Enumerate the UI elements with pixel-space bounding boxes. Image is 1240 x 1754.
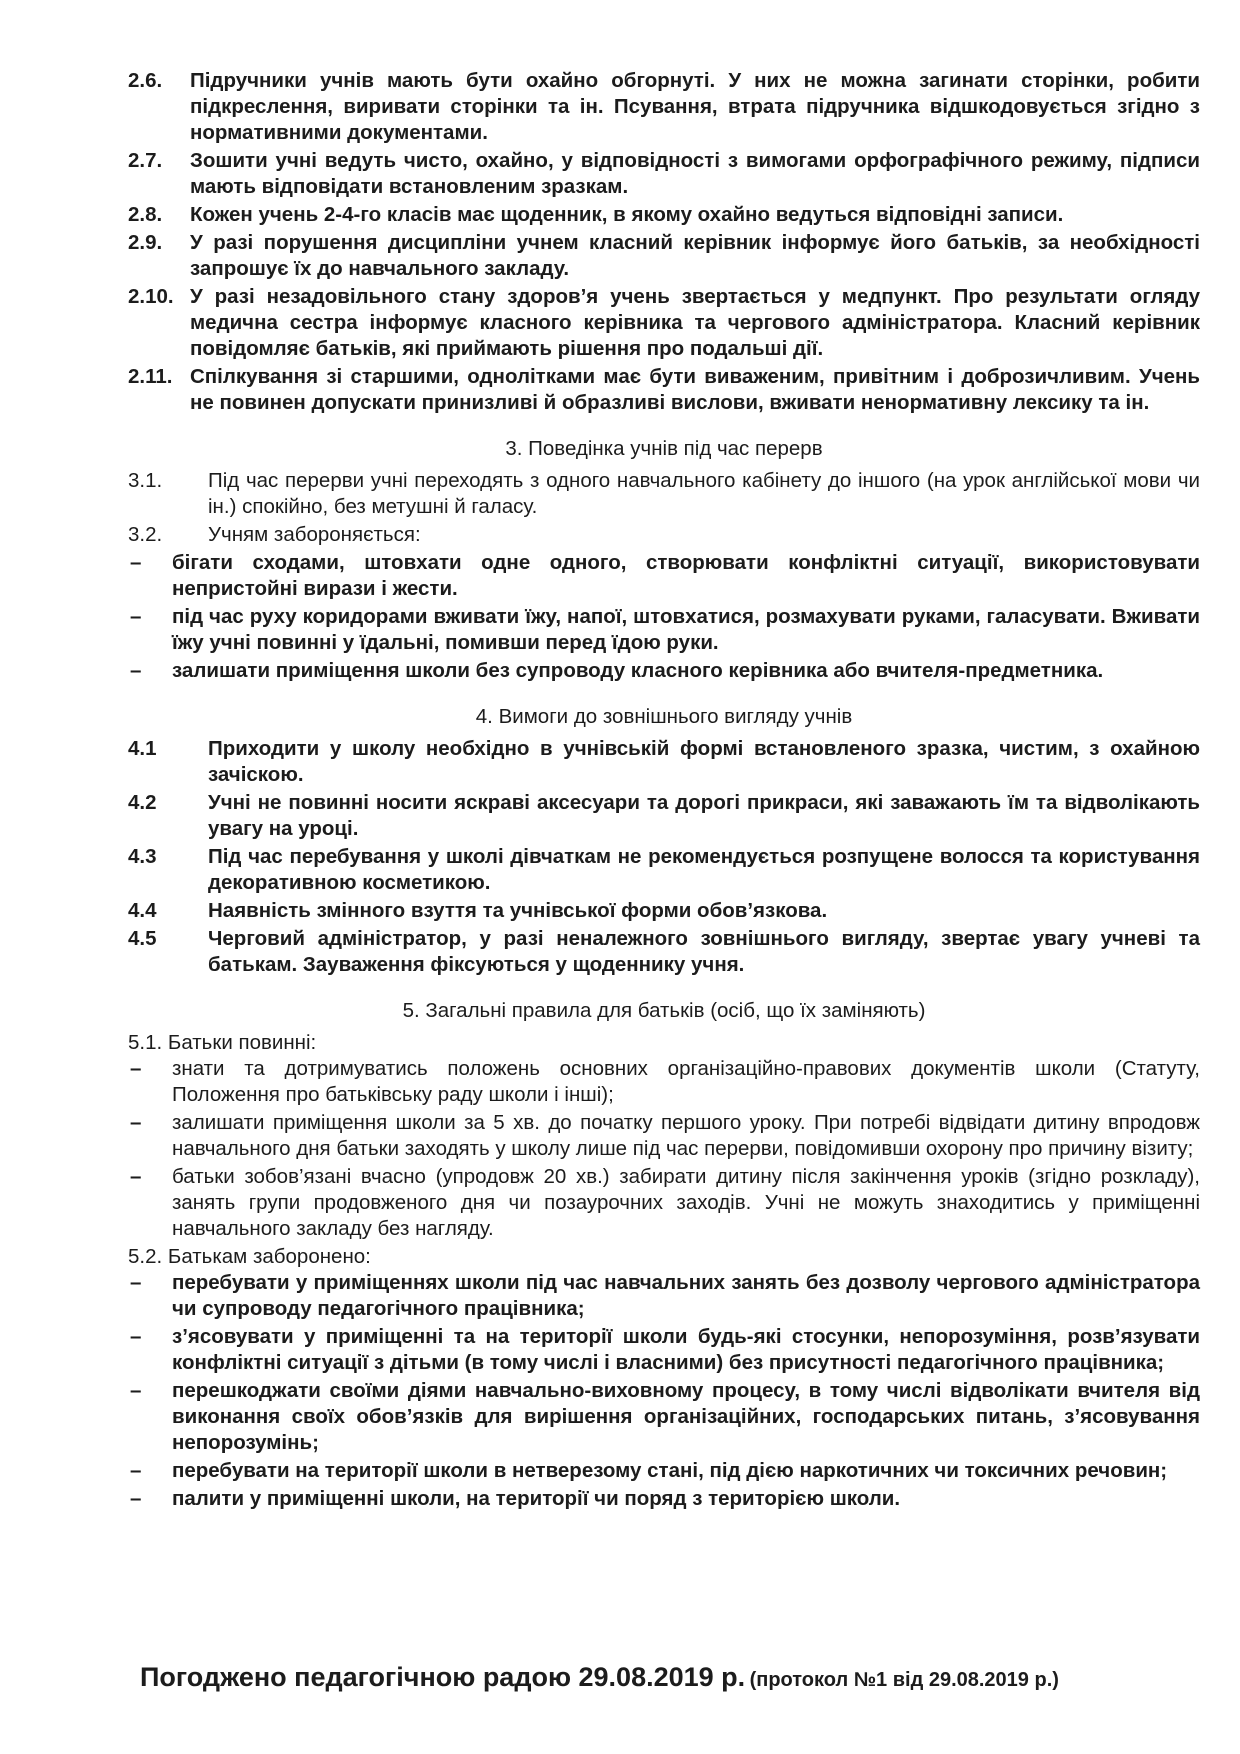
section-5-heading: 5. Загальні правила для батьків (осіб, що їх заміняють) xyxy=(402,999,926,1022)
clause-number: 4.1 xyxy=(128,737,157,760)
list-item-text: з’ясовувати у приміщенні та на території школи будь-які стосунки, непорозуміння, розв’язувати конфліктні ситуації з дітьми (в тому числі і власними) без присутності педагогічного працівника; xyxy=(172,1325,1200,1374)
section-3-heading: 3. Поведінка учнів під час перерв xyxy=(505,437,823,460)
list-item-text: знати та дотримуватись положень основних організаційно-правових документів школи (Статуту, Положення про батьківську раду школи і інші); xyxy=(172,1057,1200,1106)
dash-marker: – xyxy=(130,1271,142,1294)
dash-marker: – xyxy=(130,659,142,682)
clause-text: Зошити учні ведуть чисто, охайно, у відповідності з вимогами орфографічного режиму, підписи мають відповідати встановленим зразкам. xyxy=(190,149,1200,198)
clause-text: Під час перерви учні переходять з одного навчального кабінету до іншого (на урок англійської мови чи ін.) спокійно, без метушні й галасу. xyxy=(208,469,1200,518)
list-item-text: батьки зобов’язані вчасно (упродовж 20 хв.) забирати дитину після закінчення уроків (згідно розкладу), занять групи продовженого дня чи позаурочних заходів. Учні не можуть знаходитись у приміщенні навчального закладу без нагляду. xyxy=(172,1165,1200,1240)
clause-number: 2.6. xyxy=(128,69,163,92)
dash-marker: – xyxy=(130,1057,142,1080)
clause-2-8 xyxy=(128,202,1200,228)
clause-4-1 xyxy=(128,736,1200,788)
list-item xyxy=(128,1164,1200,1242)
clause-text: Приходити у школу необхідно в учнівській формі встановленого зразка, чистим, з охайною зачіскою. xyxy=(208,737,1200,786)
list-item-text: перебувати на території школи в нетверезому стані, під дією наркотичних чи токсичних речовин; xyxy=(172,1459,1168,1482)
clause-2-10 xyxy=(128,284,1200,362)
clause-number: 4.3 xyxy=(128,845,157,868)
clause-text: Черговий адміністратор, у разі неналежного зовнішнього вигляду, звертає увагу учневі та батькам. Зауваження фіксуються у щоденнику учня. xyxy=(208,927,1200,976)
subsection-5-1-title: 5.1. Батьки повинні: xyxy=(128,1031,317,1054)
list-item-text: перешкоджати своїми діями навчально-виховному процесу, в тому числі відволікати вчителя від виконання своїх обов’язків для вирішення організаційних, господарських питань, з’ясовування непорозумінь; xyxy=(172,1379,1200,1454)
clause-text: Наявність змінного взуття та учнівської форми обов’язкова. xyxy=(208,899,828,922)
clause-number: 4.4 xyxy=(128,899,157,922)
clause-4-2 xyxy=(128,790,1200,842)
list-item xyxy=(128,1458,1200,1484)
clause-number: 2.8. xyxy=(128,203,163,226)
list-item xyxy=(128,1270,1200,1322)
list-item xyxy=(128,1324,1200,1376)
dash-marker: – xyxy=(130,605,142,628)
list-item xyxy=(128,550,1200,602)
list-item-text: бігати сходами, штовхати одне одного, створювати конфліктні ситуації, використовувати непристойні вирази і жести. xyxy=(172,551,1200,600)
clause-2-9 xyxy=(128,230,1200,282)
list-item-text: залишати приміщення школи без супроводу класного керівника або вчителя-предметника. xyxy=(172,659,1104,682)
list-item xyxy=(128,1378,1200,1456)
dash-marker: – xyxy=(130,1111,142,1134)
list-item-text: палити у приміщенні школи, на території чи поряд з територією школи. xyxy=(172,1487,901,1510)
dash-marker: – xyxy=(130,1325,142,1348)
clause-4-4 xyxy=(128,898,1200,924)
clause-number: 4.2 xyxy=(128,791,157,814)
clause-4-3 xyxy=(128,844,1200,896)
approval-statement: Погоджено педагогічною радою 29.08.2019 р. xyxy=(140,1662,746,1692)
clause-text: Учням забороняється: xyxy=(208,523,421,546)
clause-number: 3.2. xyxy=(128,523,163,546)
list-item xyxy=(128,1110,1200,1162)
clause-number: 2.7. xyxy=(128,149,163,172)
clause-number: 2.10. xyxy=(128,285,174,308)
dash-marker: – xyxy=(130,1487,142,1510)
clause-number: 4.5 xyxy=(128,927,157,950)
clause-2-7 xyxy=(128,148,1200,200)
list-item-text: перебувати у приміщеннях школи під час навчальних занять без дозволу чергового адміністратора чи супроводу педагогічного працівника; xyxy=(172,1271,1200,1320)
clause-2-11 xyxy=(128,364,1200,416)
clause-text: У разі порушення дисципліни учнем класний керівник інформує його батьків, за необхідності запрошує їх до навчального закладу. xyxy=(190,231,1200,280)
clause-text: Під час перебування у школі дівчаткам не рекомендується розпущене волосся та користування декоративною косметикою. xyxy=(208,845,1200,894)
protocol-note: (протокол №1 від 29.08.2019 р.) xyxy=(749,1669,1059,1691)
clause-text: У разі незадовільного стану здоров’я учень звертається у медпункт. Про результати огляду медична сестра інформує класного керівника та чергового адміністратора. Класний керівник повідомляє батьків, які приймають рішення про подальші дії. xyxy=(190,285,1200,360)
clause-3-2 xyxy=(128,522,1200,548)
subsection-5-2-title: 5.2. Батькам заборонено: xyxy=(128,1245,371,1268)
clause-text: Спілкування зі старшими, однолітками має бути виваженим, привітним і доброзичливим. Учень не повинен допускати принизливі й образливі вислови, вживати ненормативну лексику та ін. xyxy=(190,365,1200,414)
clause-number: 2.11. xyxy=(128,365,173,388)
clause-text: Кожен учень 2-4-го класів має щоденник, в якому охайно ведуться відповідні записи. xyxy=(190,203,1064,226)
clause-2-6 xyxy=(128,68,1200,146)
clause-text: Учні не повинні носити яскраві аксесуари та дорогі прикраси, які заважають їм та відволікають увагу на уроці. xyxy=(208,791,1200,840)
clause-number: 2.9. xyxy=(128,231,163,254)
dash-marker: – xyxy=(130,1459,142,1482)
clause-number: 3.1. xyxy=(128,469,163,492)
list-item-text: під час руху коридорами вживати їжу, напої, штовхатися, розмахувати руками, галасувати. Вживати їжу учні повинні у їдальні, помивши перед їдою руки. xyxy=(172,605,1200,654)
list-item xyxy=(128,658,1200,684)
list-item xyxy=(128,1056,1200,1108)
list-item-text: залишати приміщення школи за 5 хв. до початку першого уроку. При потребі відвідати дитину впродовж навчального дня батьки заходять у школу лише під час перерви, повідомивши охорону про причину візиту; xyxy=(172,1111,1200,1160)
clause-4-5 xyxy=(128,926,1200,978)
clause-text: Підручники учнів мають бути охайно обгорнуті. У них не можна загинати сторінки, робити підкреслення, виривати сторінки та ін. Псування, втрата підручника відшкодовується згідно з нормативними документами. xyxy=(190,69,1200,144)
dash-marker: – xyxy=(130,1165,142,1188)
section-4-heading: 4. Вимоги до зовнішнього вигляду учнів xyxy=(475,705,853,728)
list-item xyxy=(128,1486,1200,1512)
dash-marker: – xyxy=(130,551,142,574)
list-item xyxy=(128,604,1200,656)
dash-marker: – xyxy=(130,1379,142,1402)
document-body xyxy=(128,68,1200,1514)
approval-footer xyxy=(140,1662,1210,1693)
clause-3-1 xyxy=(128,468,1200,520)
